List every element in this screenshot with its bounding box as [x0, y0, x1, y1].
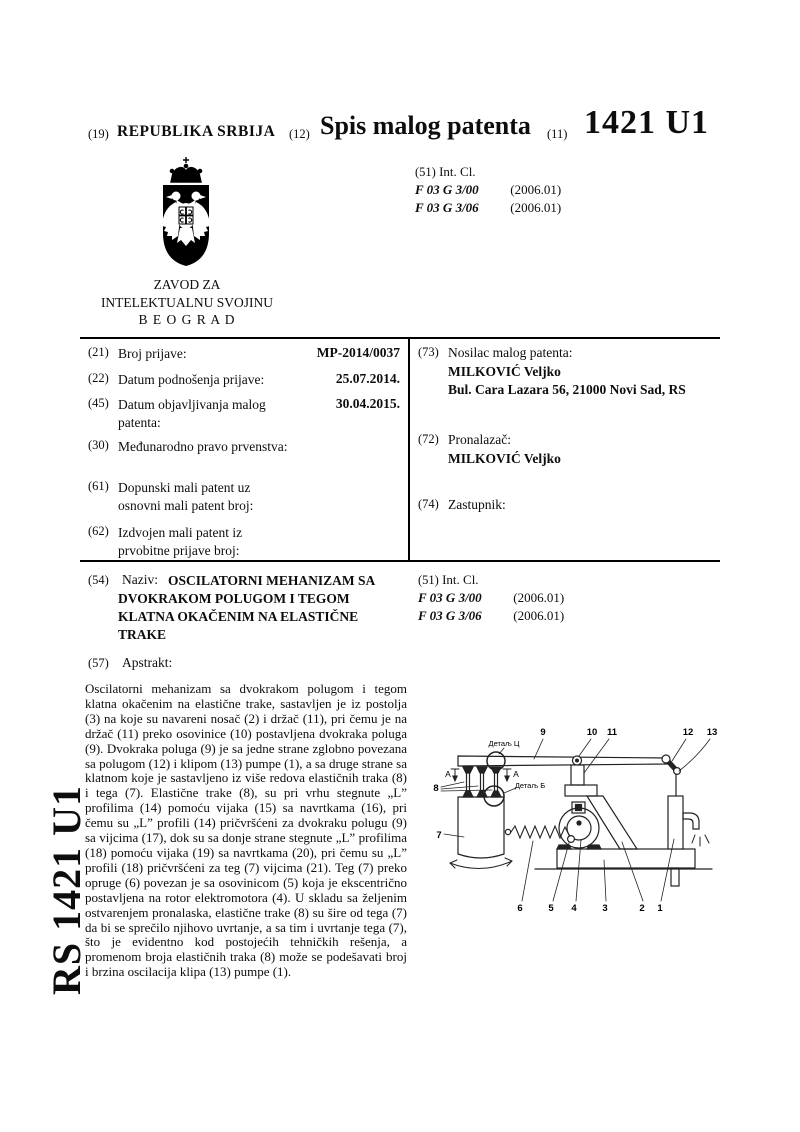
- int-cl-class: F 03 G 3/00: [418, 590, 482, 605]
- patent-holder: MILKOVIĆ Veljko Bul. Cara Lazara 56, 21000 Novi Sad, RS: [448, 364, 686, 397]
- field-label: Međunarodno pravo prvenstva:: [118, 439, 288, 454]
- eccentric-pin-5: [568, 836, 575, 843]
- field-label: Izdvojen mali patent iz prvobitne prijave broj:: [118, 525, 243, 558]
- int-cl-label: Int. Cl.: [439, 164, 476, 179]
- figure-label-13: 13: [706, 727, 718, 738]
- water-drops: [692, 835, 709, 846]
- int-cl-version: (2006.01): [510, 182, 562, 197]
- office-city: B E O G R A D: [138, 312, 236, 327]
- stand-foot: [565, 785, 597, 796]
- divider-vertical: [408, 337, 410, 562]
- office-name-block: [72, 276, 302, 329]
- abstract-label: Apstrakt:: [122, 655, 173, 670]
- pivot-pin: [576, 759, 579, 762]
- field-value: 30.04.2015.: [335, 396, 400, 411]
- int-cl-entry: [418, 607, 564, 625]
- figure-detail-top-label: Детаљ Ц: [488, 739, 520, 748]
- base-3: [557, 849, 695, 868]
- patent-figure-drawing: [420, 698, 730, 930]
- office-name: ZAVOD ZA INTELEKTUALNU SVOJINU: [100, 277, 274, 310]
- invention-title: OSCILATORNI MEHANIZAM SA DVOKRAKOM POLUGOM I TEGOM KLATNA OKAČENIM NA ELASTIČNE TRAKE: [118, 573, 376, 642]
- field-label: Datum podnošenja prijave:: [118, 372, 265, 387]
- coat-of-arms-serbia-icon: [148, 156, 224, 272]
- field-label: Zastupnik:: [448, 497, 506, 512]
- int-cl-block-top: [415, 163, 561, 217]
- int-cl-class: F 03 G 3/06: [418, 608, 482, 623]
- figure-label-11: 11: [606, 727, 618, 738]
- field-code: (61): [88, 479, 109, 493]
- code-11: (11): [547, 127, 568, 141]
- link-joint-top: [662, 755, 670, 763]
- code-19: (19): [88, 127, 109, 141]
- holder-11: [571, 765, 584, 785]
- section-mark-left: A: [445, 769, 451, 779]
- field-code: (21): [88, 345, 109, 359]
- sidebar-publication-number: RS 1421 U1: [44, 784, 89, 996]
- figure-label-9: 9: [540, 727, 546, 738]
- int-cl-class: F 03 G 3/00: [415, 182, 479, 197]
- int-cl-heading: [415, 163, 561, 181]
- field-code: (72): [418, 432, 439, 446]
- spring-hook: [505, 829, 510, 834]
- int-cl-label: Int. Cl.: [442, 572, 479, 587]
- figure-label-1: 1: [657, 903, 663, 914]
- motor-4: [557, 802, 601, 849]
- code-51: (51): [418, 573, 439, 587]
- field-code: (74): [418, 497, 439, 511]
- int-cl-version: (2006.01): [513, 590, 565, 605]
- field-label: Dopunski mali patent uz osnovni mali patent broj:: [118, 480, 254, 513]
- elastic-bands-8: [463, 767, 501, 797]
- int-cl-entry: [415, 199, 561, 217]
- int-cl-entry: [418, 589, 564, 607]
- country-name: REPUBLIKA SRBIJA: [117, 123, 276, 140]
- lever-9: [458, 756, 667, 766]
- figure-label-4: 4: [571, 903, 577, 914]
- int-cl-version: (2006.01): [510, 200, 562, 215]
- field-label: Broj prijave:: [118, 346, 187, 361]
- int-cl-class: F 03 G 3/06: [415, 200, 479, 215]
- divider-bottom: [80, 560, 720, 562]
- field-value: 25.07.2014.: [335, 371, 400, 386]
- code-57: (57): [88, 656, 109, 670]
- divider-top: [80, 337, 720, 339]
- figure-label-6: 6: [517, 903, 523, 914]
- abstract-text: Oscilatorni mehanizam sa dvokrakom polugom i tegom klatna okačenim na elastične trake, sastavljen je iz postolja (3) na koje su navareni nosač (2) i držač (11), pri čemu je na držač (11) preko osovinice (10) postavljena dvokraka poluga (9). Dvokraka poluga (9) je sa jedne strane zglobno povezana sa polugom (12) i klipom (13) pumpe (1), a sa druge strane sa klatnom koje je sastavljeno iz više redova elastičnih traka (8) i tega (7). Elastične trake (8), su pri vrhu stegnute „L” profilima (14) pomoću vijaka (15) sa navrtkama (16), pri čemu su „L” profili (14) pričvršćeni za dvokraku polugu (9) sa vijcima (17), dok su sa donje strane stegnute „L” profilima (18) pomoću vijaka (19) sa navrtkama (20), pri čemu su „L” profili (18) pričvršćeni za teg (7) vijcima (21). Teg (7) preko opruge (6) povezan je sa osovinicom (5) koja je ekscentrično postavljena na rotor elektromotora (4). U skladu sa željenim ostvarenjem pronalaska, elastične trake (8) su šire od tega (7) da bi se sprečilo njihovo uvrtanje, a sa tim i uvrtanje tega (7), što je evidentno kod postojećih tehničkih rešenja, a promenom broja elastičnih traka (8) može se podešavati broj i brzina oscilacija klipa (13) pumpe (1).: [85, 681, 407, 980]
- field-label: Pronalazač:: [448, 432, 511, 447]
- field-code: (22): [88, 371, 109, 385]
- inventor-name: MILKOVIĆ Veljko: [448, 451, 561, 466]
- field-code: (62): [88, 524, 109, 538]
- int-cl-heading: [418, 571, 564, 589]
- title-label: Naziv:: [122, 572, 158, 587]
- field-label: Nosilac malog patenta:: [448, 345, 573, 360]
- swing-arrow: [450, 858, 512, 869]
- figure-label-8: 8: [433, 783, 439, 794]
- document-type-title: Spis malog patenta: [320, 111, 531, 140]
- int-cl-entry: [415, 181, 561, 199]
- figure-label-7: 7: [436, 830, 442, 841]
- code-54: (54): [88, 573, 109, 587]
- figure-label-5: 5: [548, 903, 554, 914]
- field-label: Datum objavljivanja malog patenta:: [118, 397, 266, 430]
- field-code: (73): [418, 345, 439, 359]
- field-value: MP-2014/0037: [316, 345, 400, 360]
- figure-label-10: 10: [586, 727, 598, 738]
- figure-label-2: 2: [639, 903, 645, 914]
- code-12: (12): [289, 127, 310, 141]
- int-cl-version: (2006.01): [513, 608, 565, 623]
- pump-1: [668, 796, 709, 886]
- figure-detail-bottom-label: Детаљ Б: [514, 781, 546, 790]
- field-code: (30): [88, 438, 109, 452]
- int-cl-block-bottom: [418, 571, 564, 625]
- field-code: (45): [88, 396, 109, 410]
- section-mark-right: A: [513, 769, 519, 779]
- figure-label-3: 3: [602, 903, 608, 914]
- figure-label-12: 12: [682, 727, 694, 738]
- publication-number: 1421 U1: [584, 104, 710, 141]
- code-51: (51): [415, 165, 436, 179]
